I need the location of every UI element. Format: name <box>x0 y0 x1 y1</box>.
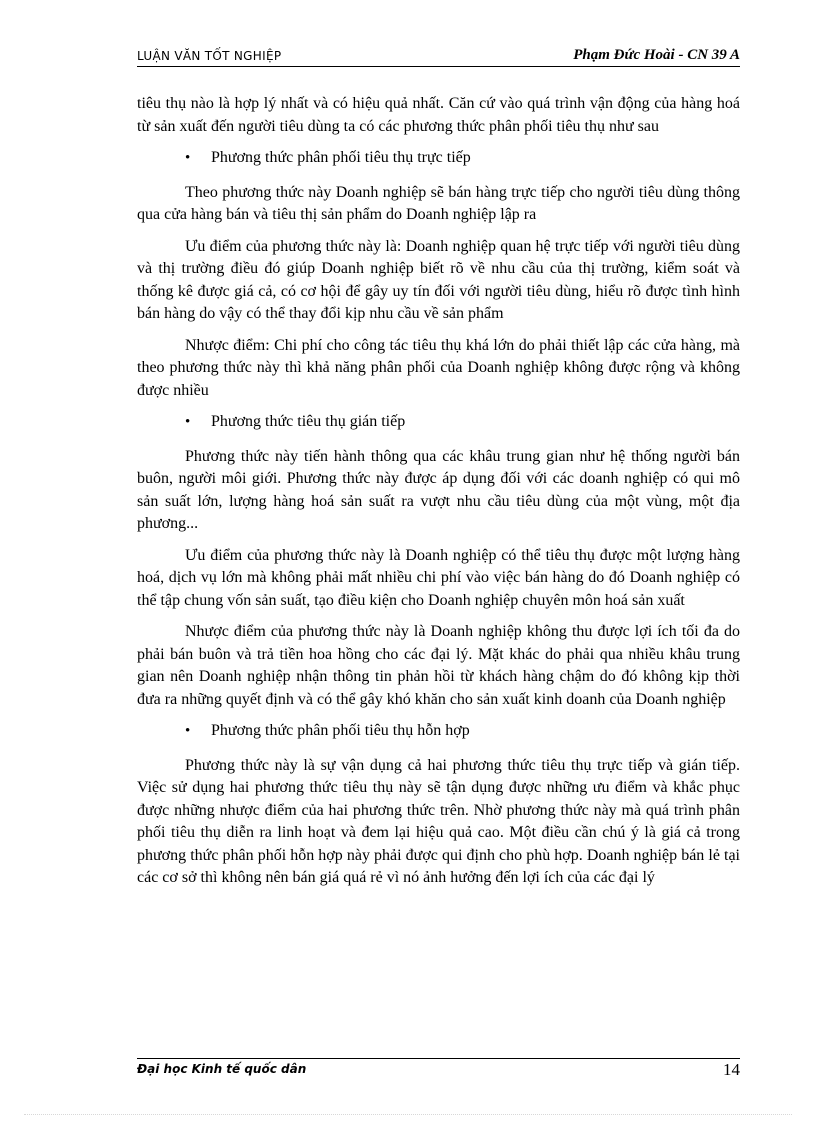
paragraph: Phương thức này tiến hành thông qua các khâu trung gian như hệ thống người bán buôn, người môi giới. Phương thức này được áp dụng đối với các doanh nghiệp có qui mô sản suất lớn, lượng hàng hoá sản suất ra vượt nhu cầu tiêu dùng của một vùng, một địa phương... <box>137 447 740 532</box>
bullet-icon: • <box>185 414 191 430</box>
bullet-item <box>137 411 740 434</box>
bullet-label: Phương thức phân phối tiêu thụ hỗn hợp <box>211 722 470 739</box>
bullet-icon: • <box>185 723 191 739</box>
header-title: LUẬN VĂN TỐT NGHIỆP <box>137 49 282 63</box>
paragraph: Theo phương thức này Doanh nghiệp sẽ bán hàng trực tiếp cho người tiêu dùng thông qua cửa hàng bán và tiêu thị sản phẩm do Doanh nghiệp lập ra <box>137 183 740 223</box>
paragraph: Ưu điểm của phương thức này là Doanh nghiệp có thể tiêu thụ được một lượng hàng hoá, dịch vụ lớn mà không phải mất nhiều chi phí vào việc bán hàng do đó Doanh nghiệp có thể tập chung vốn sản suất, tạo điều kiện cho Doanh nghiệp chuyên môn hoá sản xuất <box>137 546 740 609</box>
paragraph: Nhược điểm của phương thức này là Doanh nghiệp không thu được lợi ích tối đa do phải bán buôn và trả tiền hoa hồng cho các đại lý. Mặt khác do phải qua nhiều khâu trung gian nên Doanh nghiệp nhận thông tin phản hồi từ khách hàng chậm do đó không kịp thời đưa ra những quyết định và có thể gây khó khăn cho sản xuất kinh doanh của Doanh nghiệp <box>137 623 740 708</box>
header-divider <box>137 66 740 67</box>
document-body <box>137 93 740 899</box>
paragraph: tiêu thụ nào là hợp lý nhất và có hiệu quả nhất. Căn cứ vào quá trình vận động của hàng hoá từ sản xuất đến người tiêu dùng ta có các phương thức phân phối tiêu thụ như sau <box>137 95 740 135</box>
page-edge-dotted-line <box>24 1114 792 1115</box>
page-header <box>137 49 740 67</box>
footer-divider <box>137 1058 740 1059</box>
paragraph: Ưu điểm của phương thức này là: Doanh nghiệp quan hệ trực tiếp với người tiêu dùng và thị trường điều đó giúp Doanh nghiệp biết rõ về nhu cầu của thị trường, kiểm soát và thống kê được giá cả, có cơ hội để gây uy tín đối với người tiêu dùng, hiểu rõ được tình hình bán hàng do vậy có thể thay đổi kịp nhu cầu về sản phẩm <box>137 237 740 322</box>
header-author: Phạm Đức Hoài - CN 39 A <box>573 47 740 63</box>
page-number: 14 <box>723 1060 740 1079</box>
bullet-label: Phương thức tiêu thụ gián tiếp <box>211 413 406 430</box>
bullet-icon: • <box>185 150 191 166</box>
footer-university: Đại học Kinh tế quốc dân <box>137 1062 307 1076</box>
bullet-label: Phương thức phân phối tiêu thụ trực tiếp <box>211 149 471 166</box>
bullet-item <box>137 720 740 743</box>
paragraph: Phương thức này là sự vận dụng cả hai phương thức tiêu thụ trực tiếp và gián tiếp. Việc sử dụng hai phương thức tiêu thụ này sẽ tận dụng được những ưu điểm và khắc phục được những nhược điểm của hai phương thức trên. Nhờ phương thức này mà quá trình phân phối tiêu thụ diễn ra linh hoạt và đem lại hiệu quả cao. Một điều cần chú ý là giá cả trong phương thức phân phối hỗn hợp này phải được qui định cho phù hợp. Doanh nghiệp bán lẻ tại các cơ sở thì không nên bán giá quá rẻ vì nó ảnh hưởng đến lợi ích của các đại lý <box>137 756 740 886</box>
paragraph: Nhược điểm: Chi phí cho công tác tiêu thụ khá lớn do phải thiết lập các cửa hàng, mà theo phương thức này thì khả năng phân phối của Doanh nghiệp không được rộng và không được nhiều <box>137 336 740 399</box>
bullet-item <box>137 147 740 170</box>
